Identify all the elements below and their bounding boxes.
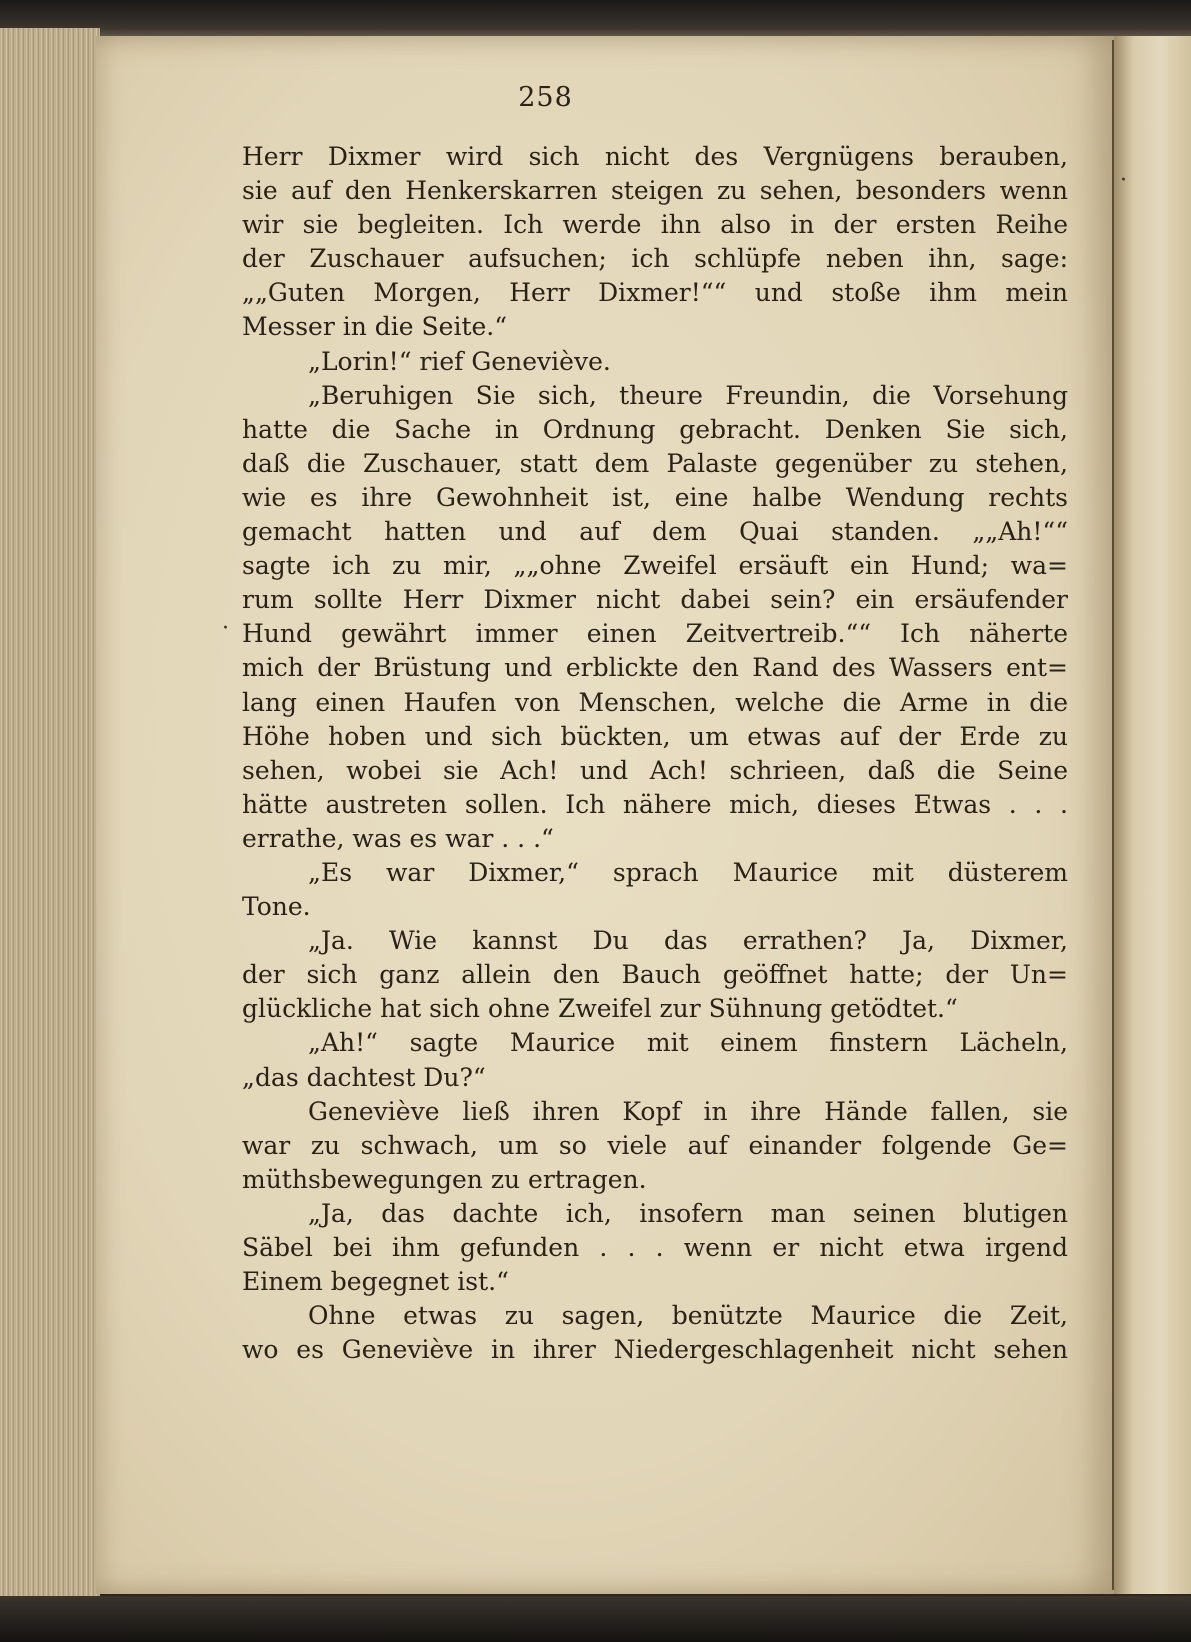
text-line: „Ja. Wie kannst Du das errathen? Ja, Dixmer, [308, 926, 1068, 956]
text-line: daß die Zuschauer, statt dem Palaste gegenüber zu stehen, [242, 448, 1068, 478]
text-line: sehen, wobei sie Ach! und Ach! schrieen, daß die Seine [242, 755, 1068, 785]
text-line: Ohne etwas zu sagen, benützte Maurice die Zeit, [308, 1301, 1068, 1331]
facing-page-edge [1114, 36, 1191, 1594]
text-line: Höhe hoben und sich bückten, um etwas auf der Erde zu [242, 721, 1068, 751]
text-line: sie auf den Henkerskarren steigen zu sehen, besonders wenn [242, 176, 1068, 206]
text-line: „Es war Dixmer,“ sprach Maurice mit düsterem [308, 857, 1068, 887]
text-line: Geneviève ließ ihren Kopf in ihre Hände fallen, sie [308, 1096, 1068, 1126]
page-number: 258 [518, 82, 573, 113]
book-bottom-edge [0, 1596, 1191, 1642]
margin-dot-mark: · [222, 616, 229, 641]
text-line: wie es ihre Gewohnheit ist, eine halbe Wendung rechts [242, 482, 1068, 512]
text-line: „Ah!“ sagte Maurice mit einem finstern Lächeln, [308, 1028, 1068, 1058]
text-line: rum sollte Herr Dixmer nicht dabei sein? ein ersäufender [242, 585, 1068, 615]
text-line: Tone. [242, 892, 311, 922]
text-line: der Zuschauer aufsuchen; ich schlüpfe neben ihn, sage: [242, 244, 1068, 274]
text-line: war zu schwach, um so viele auf einander folgende Ge= [242, 1130, 1068, 1160]
text-line: glückliche hat sich ohne Zweifel zur Sühnung getödtet.“ [242, 994, 958, 1024]
text-line: Hund gewährt immer einen Zeitvertreib.““ Ich näherte [242, 619, 1068, 649]
text-line: Einem begegnet ist.“ [242, 1267, 509, 1297]
text-line: hatte die Sache in Ordnung gebracht. Denken Sie sich, [242, 414, 1068, 444]
text-line: hätte austreten sollen. Ich nähere mich, dieses Etwas . . . [242, 789, 1068, 819]
page-text [242, 140, 1068, 1367]
text-line: wo es Geneviève in ihrer Niedergeschlagenheit nicht sehen [242, 1335, 1068, 1365]
text-line: Säbel bei ihm gefunden . . . wenn er nicht etwa irgend [242, 1233, 1068, 1262]
text-line: „Ja, das dachte ich, insofern man seinen blutigen [308, 1198, 1068, 1228]
text-line: „Lorin!“ rief Geneviève. [308, 346, 611, 376]
text-line: gemacht hatten und auf dem Quai standen. „„Ah!““ [242, 517, 1068, 547]
text-line: lang einen Haufen von Menschen, welche die Arme in die [242, 687, 1068, 717]
text-line: „das dachtest Du?“ [242, 1062, 486, 1092]
book-top-edge [0, 0, 1191, 40]
text-line: Herr Dixmer wird sich nicht des Vergnügens berauben, [242, 142, 1068, 171]
text-line: errathe, was es war . . .“ [242, 823, 554, 853]
text-line: wir sie begleiten. Ich werde ihn also in der ersten Reihe [242, 210, 1068, 240]
page-stack-edge [0, 28, 100, 1598]
text-line: „„Guten Morgen, Herr Dixmer!““ und stoße ihm mein [242, 278, 1068, 308]
text-line: müthsbewegungen zu ertragen. [242, 1164, 647, 1194]
text-line: sagte ich zu mir, „„ohne Zweifel ersäuft ein Hund; wa= [242, 551, 1068, 581]
text-line: Messer in die Seite.“ [242, 312, 508, 342]
text-line: der sich ganz allein den Bauch geöffnet hatte; der Un= [242, 960, 1068, 990]
margin-dot-mark: · [1120, 168, 1127, 193]
text-line: mich der Brüstung und erblickte den Rand des Wassers ent= [242, 653, 1068, 683]
text-line: „Beruhigen Sie sich, theure Freundin, die Vorsehung [308, 380, 1068, 410]
